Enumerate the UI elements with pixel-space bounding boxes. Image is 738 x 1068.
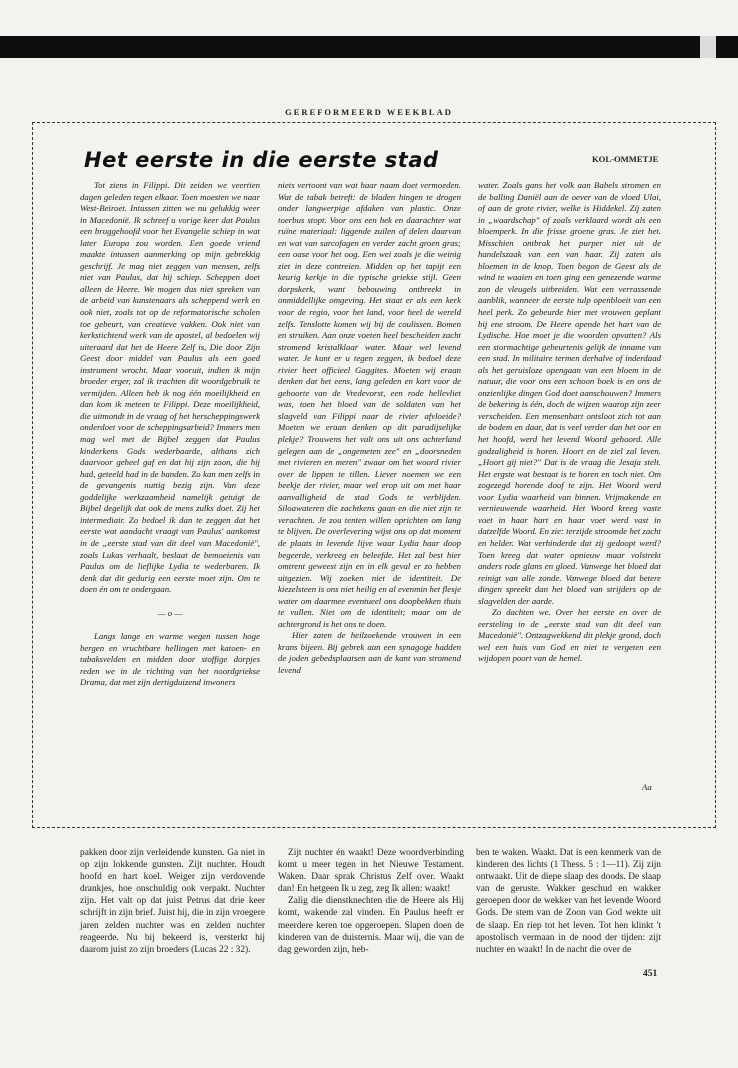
paragraph: ben te waken. Waakt. Dat is een kenmerk van de kinderen des lichts (1 Thess. 5 : 1—11). Zij zijn ontwaakt. Uit de diepe slaap des doods. De slaap van de geruste. Wakker geschud en wakker geroepen door de wekker van het levende Woord Gods. De stem van de Zoon van God wekte uit de slaap. En riep tot het leven. Tot hen klinkt 't apostolisch vermaan in de nood der tijden: zijt nuchter en waakt! In de nacht die over de xyxy=(476,848,661,955)
section-label: KOL-OMMETJE xyxy=(592,154,659,164)
paragraph: water. Zoals gans het volk aan Babels stromen en de balling Daniël aan de oever van de vloed Ulai, of aan de grote rivier, welke is Hiddekel. Zij zaten in „waardschap" of zoals verklaard wordt als een bloemperk. In die frisse groene gras. Je ziet het. Misschien ontbrak het purper niet uit de handelszaak van een van haar. Zij zaten als bloemen in de knop. Toen begon de Geest als de wind te waaien en toen ging een genezende warme zon de vleugels uitbreiden. Wat een verrassende aanblik, wanneer de eerste tulp openbloeit van een heel perk. Zo gebeurde hier met vrouwen geplant bij ene stroom. De Heere opende het hart van de Lydische. Hoe moet je die woorden opvatten? Als een stormachtige gebeurtenis gelijk de inname van een stad. In militaire termen derhalve of inderdaad als het geruisloze opengaan van een bloem in de natuur, die voor ons een schoon boek is en ons de onzienlijke dingen God doet aanschouwen? Immers de bekering is één, doch de wijzen waarop zijn zeer verscheiden. Een mensenhart ontsloot zich tot aan de bodem en daar, dat is veel verder dan het oor en het hoofd, werd het levend Woord gehoord. Alle godzaligheid is horen. Hoort en de ziel zal leven. „Hoort gij niet?" Dat is de vraag die Jesaja stelt. Het ergste wat bestaat is te horen en toch niet. Om zogezegd horende doof te zijn. Het Woord werd voor Lydia waarheid van binnen. Vrijmakende en vernieuwende waarheid. Het Woord kreeg vaste voet in haar hart en haar voet werd vast in datzelfde Woord. En zie: terzijde stroomde het zacht en helder. Wat verhinderde dat zij gedoopt werd? Toen kreeg dat water opnieuw maar volstrekt anders rode glans en gloed. Vanwege het bloed dat reinigt van alle zonde. Vanwege bloed dat betere dingen spreekt dan het bloed van strijders op de slagvelden der aarde. xyxy=(478,180,661,606)
paragraph: Langs lange en warme wegen tussen hoge bergen en vruchtbare hellingen met katoen- en tabaksvelden en midden door stoffige dorpjes reden we in de richting van het noordgriekse Drama, dat met zijn dertigduizend inwoners xyxy=(80,631,260,688)
paragraph: niets vertoont van wat haar naam doet vermoeden. Wat de tabak betreft: de bladen hingen te drogen onder langwerpige afdaken van plastic. Onze toerbus stopt. Voor ons een hek en daarachter wat ruïne materiaal: liggende zuilen of delen daarvan en wat van sarcofagen en verder zacht groen gras; een oase voor het oog. Een wei zoals je die weinig ziet in deze contreien. Midden op het tapijt een keurig kerkje in die typische griekse stijl. Geen dorpskerk, want bebouwing ontbreekt in onmiddellijke omgeving. Het staat er als een kerk voor de regio, voor het land, voor heel de wereld zelfs. Tenslotte komen wij bij de coulissen. Bomen en struiken. Aan onze voeten heel bescheiden zacht stromend kristalklaar water. Maar wel levend water. Je kunt er u tegen zeggen, ik bedoel deze rivier heet officieel Gaggites. Moeten wij eraan denken dat het eens, lang geleden en kort voor de geboorte van de Vredevorst, een rode hellevliet was, toen het bloed van de soldaten van het slagveld van Filippi naar de rivier afvloeide? Moeten we eraan denken op dit paradijselijke plekje? Trouwens het valt ons uit ons achterland gelegen aan de „ongemeten zee" en „doorsneden met rivieren en meren" zwaar om het woord rivier over de lippen te tillen. Liever noemen we een beekje der rivier, maar wel erop uit om met haar aanvalligheid de stad Gods te verblijden. Siloawateren die zachtkens gaan en die niet zijn te verachten. Je zou tenten willen oprichten om lang te blijven. De overlevering wijst ons op dat moment de plaats in levende lijve waar Lydia haar doop begeerde, verkreeg en beleefde. Het zal best hier omtrent geweest zijn en in elk geval er zo hebben uitgezien. Wij zoeken niet de identiteit. De kiezelsteen is ons niet heilig en al evenmin het flesje water om daarmee eventueel ons doopbekken thuis te vullen. Niet om de identiteit; maar om de achtergrond is het ons te doen. xyxy=(278,180,461,629)
section-separator: — o — xyxy=(157,607,183,618)
bottom-column-1 xyxy=(80,847,265,956)
bottom-column-2 xyxy=(278,847,464,956)
article-title: Het eerste in die eerste stad xyxy=(84,148,439,172)
paragraph: Tot ziens in Filippi. Dit zeiden we veertien dagen geleden tegen elkaar. Toen moesten we naar West-Beiroet. Intussen zitten we nu gelukkig weer in Macedonië. Ik schreef u vorige keer dat Paulus een bruggehoofd voor het Evangelie schiep in wat later Europa zou worden. Een goede vriend maakte intussen aanmerking op mijn gebrekkig geschrijf. Je mag niet zeggen van mensen, zelfs niet van Paulus, dat hij schiep. Scheppen doet alleen de Heere. We mogen dus niet spreken van de arbeid van kunstenaars als scheppend werk en ook niet, zoals tot op de reformatorische scholen toe gebeurt, van creatieve vakken. Ook niet van kerkstichtend werk van de apostel, al bedoelen wij uiteraard dat het de Heere Zelf is, Die door Zijn Geest door middel van Paulus als een goed instrument wrocht. Maar vooruit, indien ik mijn broeder erger, zal ik trachten dit woordgebruik te vermijden. Alleen heb ik nog één moeilijkheid en dan kom ik meteen te Filippi. Deze moeilijkheid, die uitmondt in de vraag of het herscheppingswerk onderdoet voor de scheppingsarbeid? Immers men mag wel met de Bijbel zeggen dat Paulus kinderkens Gods wederbaarde, althans zich daarvoor geheel gaf en dat hij zijn zoon, die hij had, geteeld had in de banden. Zo kan men zelfs in de gevangenis nuttig bezig zijn. Van deze goddelijke werkzaamheid namelijk getuigt de Bijbel degelijk dat ook de mens zulks doet. Zij het intermediair. Zo bedoel ik dan te zeggen dat het eerste wat aandacht vraagt van Paulus' aankomst in de „eerste stad van dit deel van Macedonië", zoals Lukas verhaalt, beslaat de bemoeienis van Paulus om de lieflijke Lydia te wederbaren. Ik denk dat dit gedurig een eerste moet zijn. Om te doen én om te ondergaan. xyxy=(80,180,260,595)
article-column-3 xyxy=(478,180,661,665)
paragraph: Zo dachten we. Over het eerste en over de eersteling in de „eerste stad van dit deel van Macedonië". Ontzagwekkend dit plekje grond, doch wel een huis van God en niet te vergeten een wijdopen poort van de hemel. xyxy=(478,607,661,664)
page-number: 451 xyxy=(643,969,658,979)
article-column-1 xyxy=(80,180,260,689)
author-signature: Aa xyxy=(642,782,652,792)
running-header: GEREFORMEERD WEEKBLAD xyxy=(285,107,453,117)
paragraph: pakken door zijn verleidende kunsten. Ga niet in op zijn lokkende gunsten. Zijt nuchter. Houdt hoofd en hart koel. Weiger zijn verdovende drankjes, hoe onschuldig ook verpakt. Nuchter zijn. Het valt op dat juist Petrus dat drie keer schrijft in zijn brief. Juist hij, die in zijn vroegere jaren zelden nuchter was en zelden nuchter reageerde. Nu bij bekeerd is, versterkt hij daarom juist zo zijn broeders (Lucas 22 : 32). xyxy=(80,848,265,955)
bottom-column-3 xyxy=(476,847,661,956)
paragraph: Hier zaten de heilzoekende vrouwen in een krans bijeen. Bij gebrek aan een synagoge hadden de joden gebedsplaatsen aan de kant van stromend levend xyxy=(278,630,461,675)
article-column-2 xyxy=(278,180,461,677)
top-band-highlight xyxy=(700,36,716,58)
paragraph: Zalig die dienstknechten die de Heere als Hij komt, wakende zal vinden. En Paulus heeft er meerdere keren toe opgeroepen. Slapen doen de kinderen van de duisternis. Maar wij, die van de dag geworden zijn, heb- xyxy=(278,896,464,955)
paragraph: Zijt nuchter én waakt! Deze woordverbinding komt u meer tegen in het Nieuwe Testament. Waken. Daar sprak Christus Zelf over. Waakt dan! En hetgeen Ik u zeg, zeg Ik allen: waakt! xyxy=(278,848,464,895)
top-scan-band xyxy=(0,36,738,58)
